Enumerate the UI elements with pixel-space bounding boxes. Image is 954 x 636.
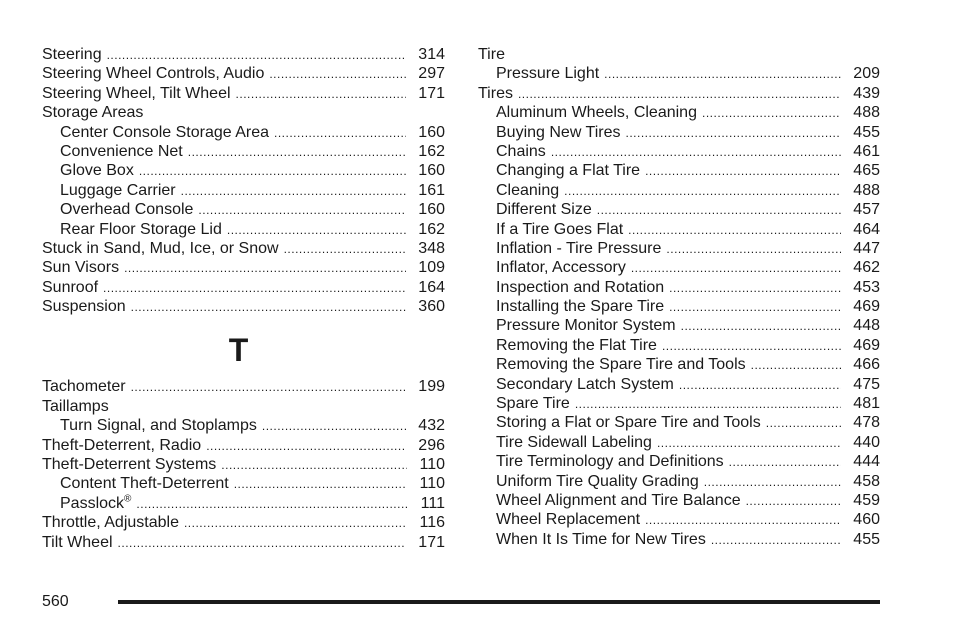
entry-page-number: 464 [853,220,880,238]
index-entry [478,181,880,200]
index-entry [42,455,445,474]
index-entry [42,513,445,532]
entry-label: Suspension [42,298,126,316]
entry-label: Center Console Storage Area [60,123,270,141]
entry-list [42,239,445,317]
dot-leader [206,437,406,456]
dot-leader [139,162,406,181]
dot-leader [702,104,841,123]
dot-leader [236,85,407,104]
index-entry [478,510,880,529]
dot-leader [729,453,842,472]
entry-page-number: 488 [853,181,880,199]
entry-list [42,416,445,435]
dot-leader [107,46,407,65]
entry-page-number: 475 [853,375,880,393]
entry-label: Installing the Spare Tire [496,298,665,316]
index-entry [478,452,880,471]
index-entry [478,142,880,161]
entry-page-number: 461 [853,142,880,160]
dot-leader [284,240,407,259]
dot-leader [551,143,841,162]
dot-leader [626,124,842,143]
entry-page-number: 199 [418,378,445,396]
entry-label: Tilt Wheel [42,533,113,551]
index-entry [42,64,445,83]
index-column-right [478,45,880,549]
index-entry [478,530,880,549]
entry-label: Cleaning [496,181,560,199]
index-heading-tire: Tire [478,46,505,63]
entry-label: If a Tire Goes Flat [496,220,624,238]
entry-page-number: 162 [418,142,445,160]
dot-leader [751,356,842,375]
index-entry [42,161,445,180]
index-entry [478,103,880,122]
dot-leader [118,534,407,553]
entry-page-number: 116 [419,514,445,532]
entry-page-number: 447 [853,239,880,257]
index-entry-tires [478,84,880,103]
entry-page-number: 458 [853,472,880,490]
entry-page-number: 164 [418,278,445,296]
footer-rule [118,600,880,604]
registered-mark: ® [124,493,132,505]
entry-page-number: 348 [418,239,445,257]
entry-label: Secondary Latch System [496,375,674,393]
index-entry-tachometer [42,377,445,396]
index-entry [42,474,445,493]
entry-label: Turn Signal, and Stoplamps [60,417,257,435]
index-entry [478,491,880,510]
index-entry [478,278,880,297]
entry-page-number: 209 [853,65,880,83]
dot-leader [666,240,841,259]
dot-leader [564,182,841,201]
entry-page-number: 469 [853,298,880,316]
dot-leader [131,298,407,317]
index-entry [478,258,880,277]
entry-page-number: 440 [853,433,880,451]
index-entry [478,336,880,355]
dot-leader [198,201,406,220]
dot-leader [188,143,407,162]
entry-label [60,494,136,513]
dot-leader [604,65,841,84]
index-entry [478,123,880,142]
dot-leader [704,473,842,492]
index-entry [478,413,880,432]
entry-label: Throttle, Adjustable [42,514,179,532]
index-entry [478,64,880,83]
index-entry [478,316,880,335]
entry-page-number: 462 [853,259,880,277]
dot-leader [681,317,842,336]
index-column-left [42,45,445,552]
index-entry [42,278,445,297]
entry-page-number: 111 [420,494,445,512]
dot-leader [184,514,408,533]
entry-label: Pressure Monitor System [496,317,676,335]
entry-label: Inflator, Accessory [496,259,626,277]
entry-label: Glove Box [60,162,134,180]
entry-label: Tire Sidewall Labeling [496,433,652,451]
index-heading-storage-areas: Storage Areas [42,104,144,122]
entry-page-number: 478 [853,414,880,432]
entry-page-number: 448 [853,317,880,335]
entry-page-number: 453 [853,278,880,296]
entry-label: Uniform Tire Quality Grading [496,472,699,490]
index-entry [478,297,880,316]
entry-label: Different Size [496,201,592,219]
dot-leader [124,259,406,278]
index-entry [42,45,445,64]
index-entry-passlock [42,494,445,513]
entry-page-number: 110 [419,475,445,493]
entry-list [478,103,880,549]
index-entry [478,220,880,239]
dot-leader [628,221,841,240]
entry-list [42,123,445,239]
entry-label: Sun Visors [42,259,120,277]
entry-label: Tachometer [42,378,126,396]
entry-page-number: 314 [418,46,445,63]
index-entry [42,200,445,219]
dot-leader [657,434,841,453]
index-entry [42,436,445,455]
entry-label: Aluminum Wheels, Cleaning [496,104,697,122]
entry-page-number: 160 [418,123,445,141]
index-entry [478,472,880,491]
dot-leader [575,395,841,414]
dot-leader [746,492,842,511]
entry-label: Overhead Console [60,201,194,219]
dot-leader [669,298,841,317]
dot-leader [645,162,841,181]
dot-leader [262,417,406,436]
entry-page-number: 296 [418,436,445,454]
dot-leader [711,531,841,550]
dot-leader [631,259,841,278]
entry-list [42,513,445,552]
entry-label: Theft-Deterrent Systems [42,456,217,474]
dot-leader [234,475,408,494]
entry-page-number: 110 [419,456,445,474]
entry-page-number: 455 [853,530,880,548]
entry-page-number: 465 [853,162,880,180]
entry-label: Chains [496,142,546,160]
index-entry [42,84,445,103]
entry-page-number: 488 [853,104,880,122]
entry-label: Stuck in Sand, Mud, Ice, or Snow [42,239,279,257]
index-entry [478,161,880,180]
entry-page-number: 171 [418,84,445,102]
entry-page-number: 455 [853,123,880,141]
entry-label: Tires [478,84,513,102]
entry-label: Rear Floor Storage Lid [60,220,222,238]
index-entry [478,239,880,258]
entry-label: Inflation - Tire Pressure [496,239,662,257]
entry-page-number: 469 [853,336,880,354]
entry-label: Wheel Replacement [496,511,641,529]
entry-page-number: 297 [418,65,445,83]
entry-label: Steering [42,46,102,63]
entry-page-number: 162 [418,220,445,238]
entry-label: Content Theft-Deterrent [60,475,229,493]
entry-label: Changing a Flat Tire [496,162,641,180]
dot-leader [597,201,842,220]
index-entry [42,533,445,552]
entry-label: Theft-Deterrent, Radio [42,436,202,454]
entry-page-number: 161 [418,181,445,199]
dot-leader [669,279,841,298]
entry-label: Steering Wheel Controls, Audio [42,65,265,83]
index-entry [42,258,445,277]
entry-label: Buying New Tires [496,123,621,141]
entry-label: Removing the Spare Tire and Tools [496,356,746,374]
index-entry [478,433,880,452]
entry-label: Inspection and Rotation [496,278,665,296]
entry-list [42,474,445,493]
dot-leader [227,221,406,240]
entry-page-number: 444 [853,453,880,471]
dot-leader [103,279,406,298]
entry-page-number: 360 [418,298,445,316]
entry-label: Spare Tire [496,395,570,413]
page-number: 560 [42,593,69,610]
entry-page-number: 459 [853,491,880,509]
dot-leader [131,378,407,397]
entry-label: Steering Wheel, Tilt Wheel [42,84,231,102]
entry-label: Convenience Net [60,142,183,160]
index-heading-taillamps: Taillamps [42,397,109,415]
entry-label: Tire Terminology and Definitions [496,453,724,471]
index-entry [478,200,880,219]
index-entry [42,220,445,239]
index-entry [42,123,445,142]
passlock-label: Passlock [60,494,125,512]
entry-label: Luggage Carrier [60,181,176,199]
entry-page-number: 160 [418,201,445,219]
section-letter: T [228,332,249,369]
entry-page-number: 460 [853,511,880,529]
index-entry [42,239,445,258]
dot-leader [518,85,841,104]
entry-label: Pressure Light [496,65,600,83]
entry-list [478,64,880,83]
dot-leader [136,495,408,514]
entry-page-number: 432 [418,417,445,435]
entry-page-number: 109 [418,259,445,277]
index-entry [478,375,880,394]
index-entry [42,142,445,161]
dot-leader [645,511,841,530]
dot-leader [662,337,841,356]
entry-label: Removing the Flat Tire [496,336,657,354]
entry-page-number: 171 [418,533,445,551]
entry-label: When It Is Time for New Tires [496,530,706,548]
entry-page-number: 481 [853,395,880,413]
dot-leader [269,65,406,84]
entry-page-number: 160 [418,162,445,180]
index-entry [42,416,445,435]
dot-leader [181,182,407,201]
index-entry [42,297,445,316]
dot-leader [766,414,842,433]
entry-label: Wheel Alignment and Tire Balance [496,491,741,509]
entry-page-number: 439 [853,84,880,102]
index-entry [478,355,880,374]
index-entry [478,394,880,413]
dot-leader [221,456,407,475]
dot-leader [679,376,841,395]
dot-leader [274,124,406,143]
entry-list [42,45,445,103]
index-entry [42,181,445,200]
entry-label: Sunroof [42,278,99,296]
entry-label: Storing a Flat or Spare Tire and Tools [496,414,761,432]
entry-page-number: 466 [853,356,880,374]
entry-page-number: 457 [853,201,880,219]
entry-list [42,436,445,475]
